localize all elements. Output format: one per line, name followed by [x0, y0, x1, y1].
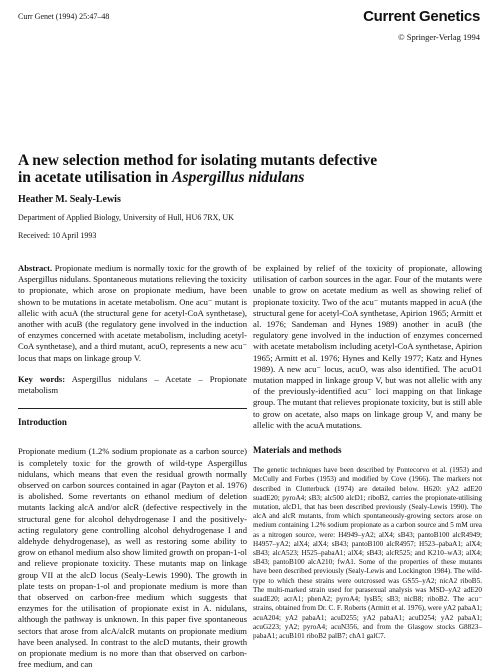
keywords [18, 374, 247, 396]
section-spacer [253, 431, 482, 445]
keywords-text: Aspergillus nidulans – Acetate – Propionate metabolism [18, 373, 247, 396]
right-column-text: be explained by relief of the toxicity of propionate, allowing utilisation of carbon sources in the agar. Four of the mutants were unable to grow on acetate medium as well as showing relief of propionate toxicity. Two of the acu⁻ mutants mapped in acuA (the structural gene for acetyl-CoA synthetase, Apirion 1965; Armitt et al. 1976; Sandeman and Hynes 1989) another in acuB (the regulatory gene involved in the induction of enzymes concerned with acetate metabolism including acetyl-CoA synthetase, Apirion 1965; Armitt et al. 1976; Hynes and Kelly 1977; Katz and Hynes 1989). A new acu⁻ locus, acuO, was also identified. The acuO1 mutation mapped in linkage group V, but was not allelic with any of the previously-identified acu⁻ loci mapping on that linkage group. The mutant that relieves propionate toxicity, but is still able to grow on acetate, also maps on linkage group V, and many be allelic with the acuA mutations. [253, 263, 482, 430]
abstract-text: Propionate medium is normally toxic for the growth of Aspergillus nidulans. Spontaneous mutations relieving the toxicity to propionate, which arose on propionate medium, have been shown to be mutations in acetate metabolism. One acu⁻ mutant is allelic with acuA (the structural gene for acetyl-CoA synthetase), another with acuB (the regulatory gene involved in the induction of enzymes concerned with acetate metabolism, including acetyl-CoA synthetase), and a third mutant, acuO, represents a new acu⁻ locus that maps on linkage group V. [18, 263, 247, 363]
article-title [18, 152, 438, 186]
abstract-label: Abstract. [18, 263, 53, 273]
introduction-heading: Introduction [18, 417, 67, 428]
heading-spacer [18, 434, 247, 446]
affiliation: Department of Applied Biology, University of Hull, HU6 7RX, UK [18, 213, 234, 222]
keywords-label: Key words: [18, 373, 66, 384]
author: Heather M. Sealy-Lewis [18, 194, 121, 205]
title-line-2 [18, 169, 438, 186]
copyright-line: © Springer-Verlag 1994 [398, 32, 480, 42]
left-column [18, 263, 247, 671]
introduction-text: Propionate medium (1.2% sodium propionate as a carbon source) is completely toxic for the growth of wild-type Aspergillus nidulans, which means that even the residual growth normally observed on carbon sources contained in agar (Payton et al. 1976) is abolished. Some revertants on ethanol medium of deletion mutants lacking alcA and/or alcR (defective respectively in the structural gene for alcohol dehydrogenase I and the positively-acting regulatory gene controlling alcohol dehydrogenase I and aldehyde dehydrogenase), as well as restoring some ability to grow on ethanol medium also show limited growth on propan-1-ol and relieve propionate toxicity. These mutants map on linkage group VII at the alcD locus (Sealy-Lewis 1990). The growth in plate tests on propan-1-ol and propionate medium is more than that observed on carbon-free medium which suggests that enzymes for the utilisation of propionate exist in A. nidulans, although the pathway is unknown. In this paper five spontaneous sectors that arose from alcA/alcR mutants on propionate medium have been analysed. In contrast to the alcD mutants, their growth on propionate medium is no more than that observed on carbon-free medium, and can [18, 446, 247, 670]
section-divider [18, 408, 247, 409]
methods-text: The genetic techniques have been described by Pontecorvo et al. (1953) and McCully and Forbes (1953) and modified by Cove (1966). The markers not described in Clutterbuck (1974) are detailed below. H620: yA2 adE20 suadE20; pyroA4; sB3; alc500 alcD1; riboB2, carries the propionate-utilising mutation, alcD1, that has been described previously (Sealy-Lewis 1990). The alcA and alcR mutants, from which spontaneously-growing sectors arose on medium containing 1.2% sodium propionate as a carbon source and 5 mM urea as a nitrogen source, were: H4949–yA2; alX4; sB43; pantoB100 alcR4949; H4957–yA2; alX4; alX4; sB43; pantoB100 alcR4957; H523–pabaA1; alX4; sB43; alcA523; H525–pabaA1; alX4; sB43; alcR525; and K210–wA3; alX4; sB43; pantoB100 alcA210; fwA1. Some of the properties of these mutants have been described previously (Sealy-Lewis and Lockington 1984). The wild-type to which these strains were outcrossed was GS55–yA2; nicA2 riboB5. The multi-marked strain used for parasexual analysis was MSD–yA2 adE20 suadE20; acrA1; phenA2; pyroA4; lysB5; sB3; nicB8; riboB2. The acu⁻ strains, obtained from Dr. C. F. Roberts (Armitt et al. 1976), were yA2 pabaA1; acuA204; yA2 pabaA1; acuD255; yA2 pabaA1; acuD254; yA2 pabaA1; acuG223; yA2; pyroA4; acuN356, and from the Glasgow stocks G8823–pabaA1; acuB101 riboB2 palB7; chA1 galC7. [253, 466, 482, 640]
abstract [18, 263, 247, 364]
title-line-2-plain: in acetate utilisation in [18, 169, 173, 186]
methods-heading: Materials and methods [253, 445, 342, 456]
title-line-1: A new selection method for isolating mutants defective [18, 152, 378, 169]
journal-brand: Current Genetics [363, 8, 480, 25]
journal-citation: Curr Genet (1994) 25:47–48 [18, 12, 110, 21]
received-date: Received: 10 April 1993 [18, 231, 97, 240]
title-line-2-italic: Aspergillus nidulans [172, 169, 305, 186]
right-column [253, 263, 482, 641]
